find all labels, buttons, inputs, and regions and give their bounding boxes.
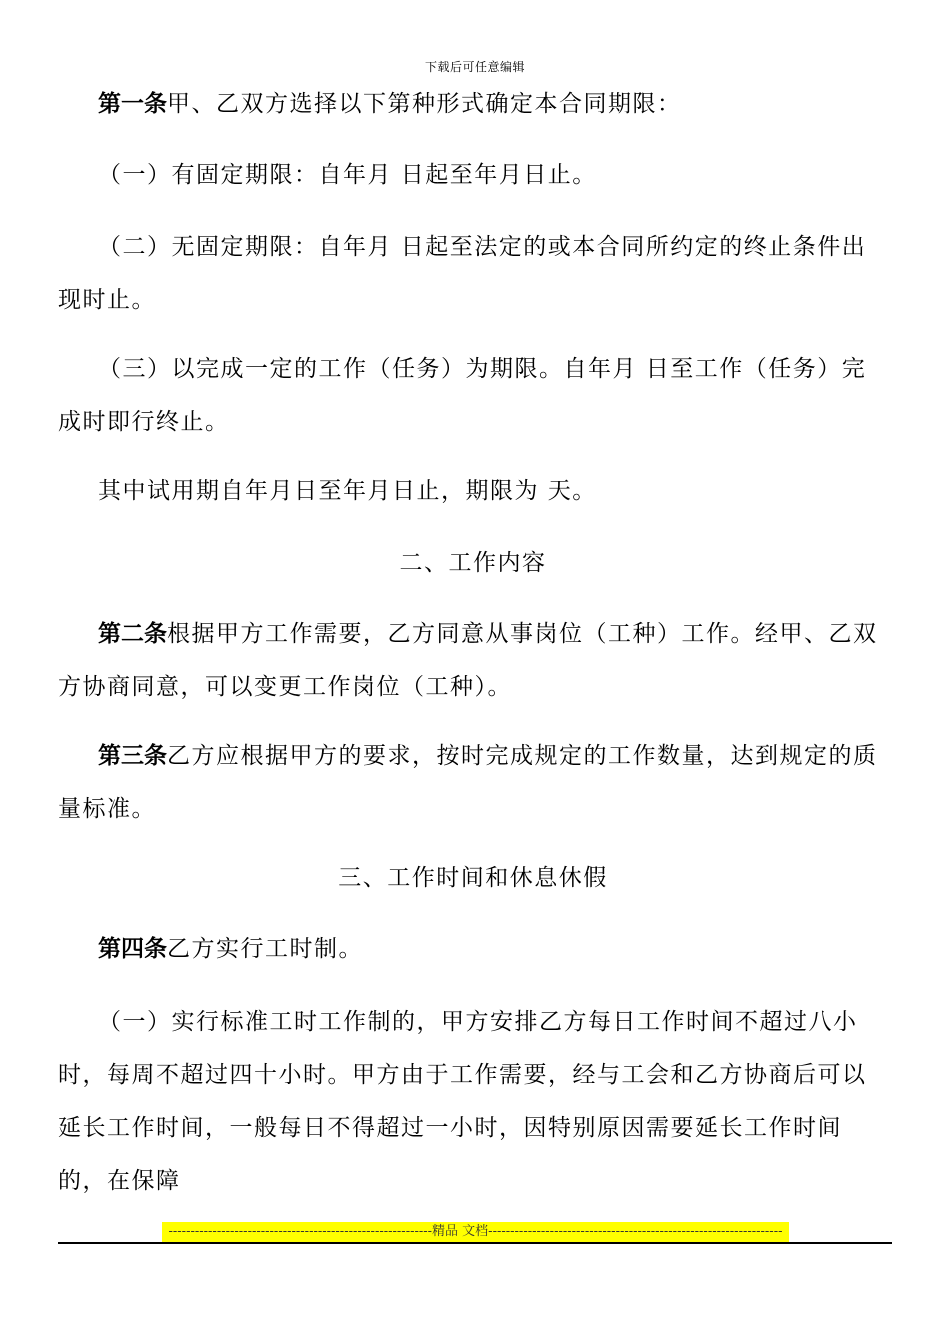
section-heading-work-content: 二、工作内容	[399, 550, 547, 576]
article-2-text: 根据甲方工作需要，乙方同意从事岗位（工种）工作。经甲、乙双方协商同意，可以变更工作岗位（工种）。	[58, 621, 878, 700]
article-2-label: 第二条	[98, 621, 167, 647]
clause-task-term: （三）以完成一定的工作（任务）为期限。自年月 日至工作（任务）完成时即行终止。	[58, 356, 867, 435]
clause-standard-hours: （一）实行标准工时工作制的，甲方安排乙方每日工作时间不超过八小时，每周不超过四十小时。甲方由于工作需要，经与工会和乙方协商后可以延长工作时间，一般每日不得超过一小时，因特别原因需要延长工作时间的，在保障	[58, 1009, 867, 1194]
footer-divider	[58, 1242, 892, 1244]
article-1-label: 第一条	[98, 91, 167, 117]
article-3	[58, 730, 888, 836]
article-1	[58, 78, 888, 131]
article-4-text: 乙方实行工时制。	[167, 936, 363, 962]
article-3-text: 乙方应根据甲方的要求，按时完成规定的工作数量，达到规定的质量标准。	[58, 743, 878, 822]
clause-open-term: （二）无固定期限：自年月 日起至法定的或本合同所约定的终止条件出现时止。	[58, 234, 867, 313]
probation-clause: 其中试用期自年月日至年月日止，期限为 天。	[98, 478, 597, 504]
article-1-text: 甲、乙双方选择以下第种形式确定本合同期限：	[167, 91, 682, 117]
article-2	[58, 608, 888, 714]
article-4	[58, 923, 888, 976]
header-note: 下载后可任意编辑	[424, 60, 525, 74]
article-3-label: 第三条	[98, 743, 167, 769]
footer-banner: ------------------------------------------------------------精品 文档-------------------------------------------------------------------	[162, 1222, 789, 1242]
clause-fixed-term: （一）有固定期限：自年月 日起至年月日止。	[98, 162, 597, 188]
article-4-label: 第四条	[98, 936, 167, 962]
section-heading-work-time: 三、工作时间和休息休假	[338, 865, 608, 891]
